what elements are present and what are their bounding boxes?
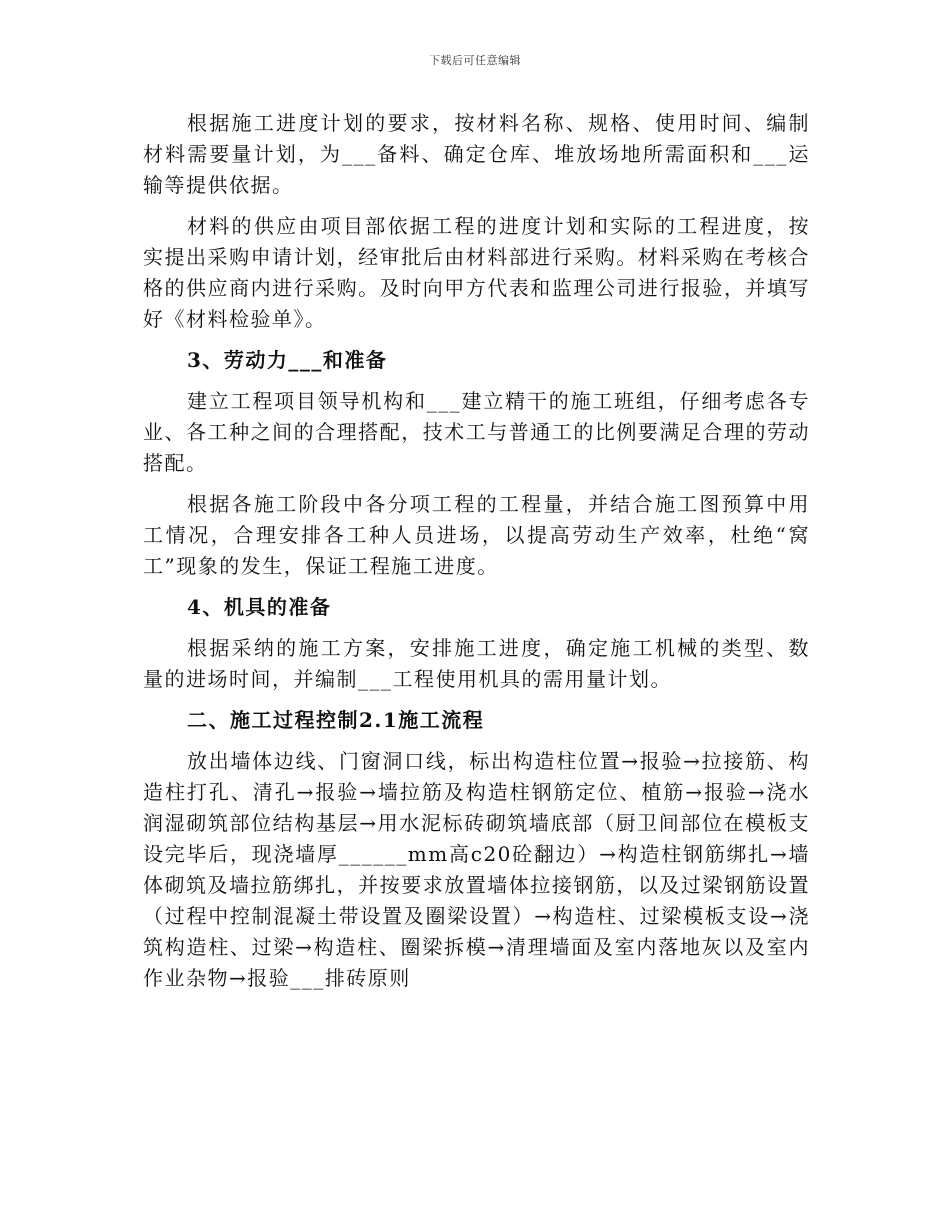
- heading-labor: 3、劳动力___和准备: [187, 348, 388, 372]
- document-body: [143, 108, 810, 1004]
- paragraph-material-plan: 根据施工进度计划的要求，按材料名称、规格、使用时间、编制材料需要量计划，为___备料、确定仓库、堆放场地所需面积和___运输等提供依据。: [143, 111, 810, 197]
- paragraph-material-supply: 材料的供应由项目部依据工程的进度计划和实际的工程进度，按实提出采购申请计划，经审批后由材料部进行采购。材料采购在考核合格的供应商内进行采购。及时向甲方代表和监理公司进行报验，并填写好《材料检验单》。: [143, 214, 810, 331]
- heading-process-control: 二、施工过程控制2.1施工流程: [187, 708, 485, 732]
- paragraph-equipment-plan: 根据采纳的施工方案，安排施工进度，确定施工机械的类型、数量的进场时间，并编制___工程使用机具的需用量计划。: [143, 636, 810, 691]
- heading-equipment: 4、机具的准备: [187, 595, 332, 619]
- paragraph-labor-scheduling: 根据各施工阶段中各分项工程的工程量，并结合施工图预算中用工情况，合理安排各工种人员进场，以提高劳动生产效率，杜绝“窝工”现象的发生，保证工程施工进度。: [143, 492, 810, 578]
- paragraph-construction-flow: 放出墙体边线、门窗洞口线，标出构造柱位置→报验→拉接筋、构造柱打孔、清孔→报验→墙拉筋及构造柱钢筋定位、植筋→报验→浇水润湿砌筑部位结构基层→用水泥标砖砌筑墙底部（厨卫间部位在模板支设完毕后，现浇墙厚______mm高c20砼翻边）→构造柱钢筋绑扎→墙体砌筑及墙拉筋绑扎，并按要求放置墙体拉接钢筋，以及过梁钢筋设置（过程中控制混凝土带设置及圈梁设置）→构造柱、过梁模板支设→浇筑构造柱、过梁→构造柱、圈梁拆模→清理墙面及室内落地灰以及室内作业杂物→报验___排砖原则: [143, 749, 810, 990]
- paragraph-labor-organization: 建立工程项目领导机构和___建立精干的施工班组，仔细考虑各专业、各工种之间的合理搭配，技术工与普通工的比例要满足合理的劳动搭配。: [143, 389, 810, 475]
- page-header: 下载后可任意编辑: [429, 54, 521, 67]
